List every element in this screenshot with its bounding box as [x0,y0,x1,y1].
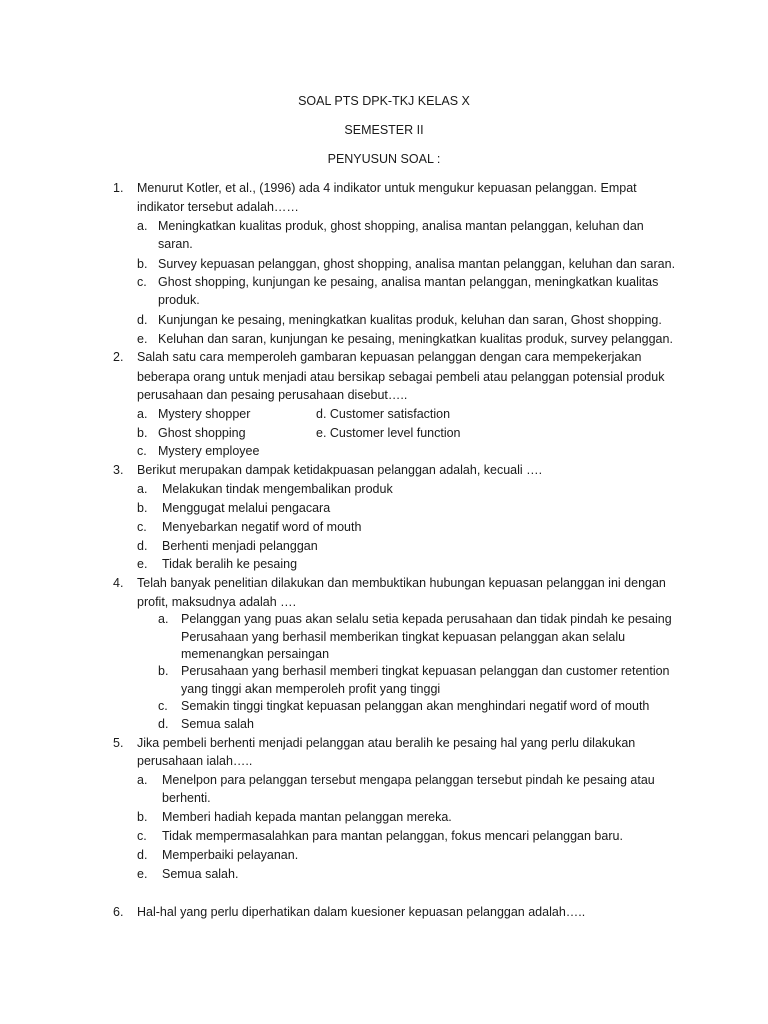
semester-label: SEMESTER II [344,123,424,137]
option-text: Tidak mempermasalahkan para mantan pelanggan, fokus mencari pelanggan baru. [162,829,623,843]
option-letter: b. [137,257,148,271]
option-letter: c. [137,444,147,458]
option-text: berhenti. [162,791,211,805]
option-text: produk. [158,293,200,307]
option-text: Semua salah. [162,867,239,881]
option-letter: b. [137,501,148,515]
option-text: Mystery shopper [158,407,251,421]
option-text: Tidak beralih ke pesaing [162,557,298,571]
option-letter: e. [137,557,148,571]
option-letter: e. [137,332,148,346]
option-text: Pelanggan yang puas akan selalu setia kepada perusahaan dan tidak pindah ke pesaing [181,612,672,626]
option-text: Keluhan dan saran, kunjungan ke pesaing, meningkatkan kualitas produk, survey pelanggan. [158,332,673,346]
question-text: Menurut Kotler, et al., (1996) ada 4 indikator untuk mengukur kepuasan pelanggan. Empat [137,181,637,195]
option-text: Mystery employee [158,444,260,458]
option-text: Menyebarkan negatif word of mouth [162,520,362,534]
option-text: d. Customer satisfaction [316,407,451,421]
option-text: memenangkan persaingan [181,647,330,661]
option-text: Ghost shopping, kunjungan ke pesaing, analisa mantan pelanggan, meningkatkan kualitas [158,275,659,289]
option-text: e. Customer level function [316,426,461,440]
option-letter: c. [137,520,147,534]
question-text: indikator tersebut adalah…… [137,200,299,214]
question-number: 1. [113,181,124,195]
question-number: 3. [113,463,124,477]
option-letter: d. [137,539,148,553]
option-letter: c. [137,829,147,843]
option-letter: d. [137,848,148,862]
question-text: profit, maksudnya adalah …. [137,595,297,609]
question-text: perusahaan ialah….. [137,754,253,768]
question-text: Hal-hal yang perlu diperhatikan dalam kuesioner kepuasan pelanggan adalah….. [137,905,586,919]
option-text: Ghost shopping [158,426,246,440]
option-letter: a. [137,219,148,233]
document-title: SOAL PTS DPK-TKJ KELAS X [298,94,470,108]
option-text: Perusahaan yang berhasil memberikan tingkat kepuasan pelanggan akan selalu [181,630,626,644]
option-letter: b. [137,426,148,440]
question-number: 6. [113,905,124,919]
option-text: Perusahaan yang berhasil memberi tingkat kepuasan pelanggan dan customer retention [181,664,670,678]
question-number: 2. [113,350,124,364]
penyusun-label: PENYUSUN SOAL : [327,152,441,166]
option-letter: a. [137,407,148,421]
option-text: Menelpon para pelanggan tersebut mengapa pelanggan tersebut pindah ke pesaing atau [162,773,655,787]
question-text: Salah satu cara memperoleh gambaran kepuasan pelanggan dengan cara mempekerjakan [137,350,642,364]
option-letter: c. [158,699,168,713]
option-text: Menggugat melalui pengacara [162,501,331,515]
option-text: Survey kepuasan pelanggan, ghost shopping, analisa mantan pelanggan, keluhan dan saran. [158,257,676,271]
option-text: saran. [158,237,193,251]
option-letter: c. [137,275,147,289]
option-text: Kunjungan ke pesaing, meningkatkan kualitas produk, keluhan dan saran, Ghost shopping. [158,313,662,327]
option-text: Melakukan tindak mengembalikan produk [162,482,393,496]
question-text: Berikut merupakan dampak ketidakpuasan pelanggan adalah, kecuali …. [137,463,543,477]
option-letter: d. [158,717,169,731]
option-text: yang tinggi akan memperoleh profit yang tinggi [181,682,441,696]
option-text: Memberi hadiah kepada mantan pelanggan mereka. [162,810,452,824]
option-letter: a. [137,482,148,496]
question-text: Jika pembeli berhenti menjadi pelanggan atau beralih ke pesaing hal yang perlu dilakukan [137,736,636,750]
question-text: Telah banyak penelitian dilakukan dan membuktikan hubungan kepuasan pelanggan ini dengan [137,576,666,590]
option-letter: a. [158,612,169,626]
question-number: 5. [113,736,124,750]
option-text: Memperbaiki pelayanan. [162,848,299,862]
option-letter: d. [137,313,148,327]
question-text: perusahaan dan pesaing perusahaan disebut….. [137,388,408,402]
question-text: beberapa orang untuk menjadi atau bersikap sebagai pembeli atau pelanggan potensial produk [137,370,665,384]
option-text: Semua salah [181,717,254,731]
option-text: Semakin tinggi tingkat kepuasan pelanggan akan menghindari negatif word of mouth [181,699,650,713]
option-letter: b. [137,810,148,824]
option-text: Meningkatkan kualitas produk, ghost shopping, analisa mantan pelanggan, keluhan dan [158,219,644,233]
question-number: 4. [113,576,124,590]
option-letter: b. [158,664,169,678]
option-letter: a. [137,773,148,787]
option-letter: e. [137,867,148,881]
option-text: Berhenti menjadi pelanggan [162,539,318,553]
